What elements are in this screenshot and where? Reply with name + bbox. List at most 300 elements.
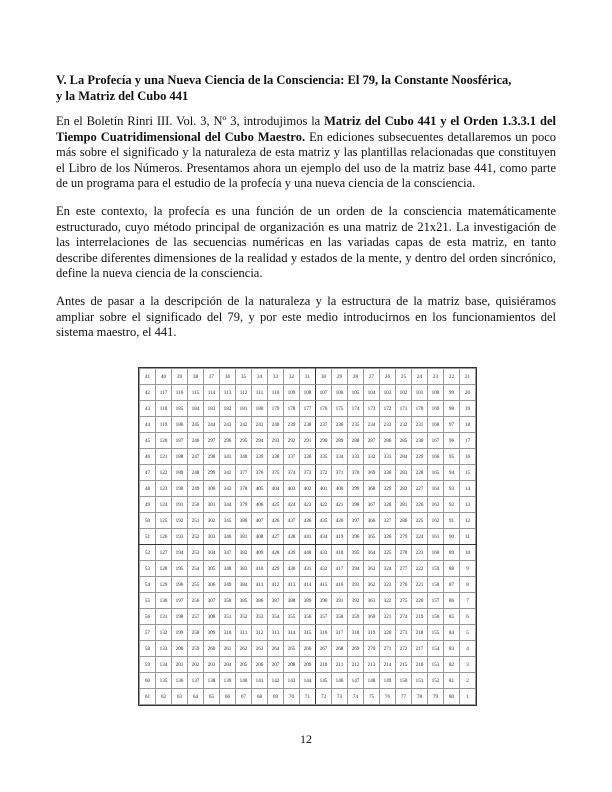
matrix-cell: 429	[268, 561, 284, 577]
matrix-cell: 409	[252, 545, 268, 561]
matrix-cell: 90	[444, 529, 460, 545]
matrix-cell: 290	[316, 433, 332, 449]
matrix-row	[140, 513, 476, 529]
matrix-cell: 19	[460, 401, 476, 417]
matrix-cell: 13	[460, 497, 476, 513]
matrix-cell: 404	[268, 481, 284, 497]
matrix-cell: 162	[428, 513, 444, 529]
matrix-cell: 301	[204, 497, 220, 513]
matrix-cell: 407	[252, 513, 268, 529]
matrix-cell: 281	[396, 497, 412, 513]
matrix-cell: 230	[412, 433, 428, 449]
matrix-row	[140, 641, 476, 657]
matrix-cell: 294	[252, 433, 268, 449]
matrix-cell: 308	[204, 609, 220, 625]
matrix-cell: 316	[316, 625, 332, 641]
matrix-cell: 155	[428, 625, 444, 641]
matrix-cell: 302	[204, 513, 220, 529]
matrix-cell: 22	[444, 369, 460, 385]
matrix-cell: 176	[316, 401, 332, 417]
matrix-cell: 307	[204, 593, 220, 609]
matrix-cell: 363	[364, 561, 380, 577]
matrix-cell: 313	[268, 625, 284, 641]
matrix-cell: 78	[412, 689, 428, 705]
matrix-cell: 257	[188, 609, 204, 625]
matrix-cell: 240	[268, 417, 284, 433]
matrix-cell: 88	[444, 561, 460, 577]
page-content	[56, 72, 556, 353]
matrix-cell: 260	[204, 641, 220, 657]
matrix-cell: 383	[236, 561, 252, 577]
matrix-cell: 397	[348, 513, 364, 529]
matrix-cell: 319	[364, 625, 380, 641]
matrix-cell: 325	[380, 545, 396, 561]
matrix-cell: 6	[460, 609, 476, 625]
matrix-cell: 413	[284, 577, 300, 593]
matrix-cell: 310	[220, 625, 236, 641]
matrix-cell: 87	[444, 577, 460, 593]
matrix-cell: 193	[172, 529, 188, 545]
matrix-cell: 82	[444, 657, 460, 673]
matrix-cell: 394	[348, 561, 364, 577]
matrix-cell: 408	[252, 529, 268, 545]
matrix-cell: 142	[268, 673, 284, 689]
matrix-cell: 165	[428, 465, 444, 481]
matrix-row	[140, 577, 476, 593]
matrix-cell: 20	[460, 385, 476, 401]
matrix-cell: 437	[284, 513, 300, 529]
matrix-cell: 107	[316, 385, 332, 401]
matrix-cell: 391	[332, 593, 348, 609]
matrix-cell: 295	[236, 433, 252, 449]
matrix-cell: 33	[268, 369, 284, 385]
matrix-cell: 417	[332, 561, 348, 577]
matrix-cell: 163	[428, 497, 444, 513]
matrix-cell: 31	[300, 369, 316, 385]
matrix-cell: 10	[460, 545, 476, 561]
matrix-cell: 208	[284, 657, 300, 673]
matrix-cell: 195	[172, 561, 188, 577]
matrix-cell: 323	[380, 577, 396, 593]
matrix-cell: 272	[396, 641, 412, 657]
matrix-cell: 97	[444, 417, 460, 433]
matrix-cell: 200	[172, 641, 188, 657]
matrix-cell: 17	[460, 433, 476, 449]
matrix-cell: 5	[460, 625, 476, 641]
matrix-cell: 344	[220, 497, 236, 513]
matrix-cell: 342	[220, 465, 236, 481]
matrix-cell: 382	[236, 545, 252, 561]
matrix-cell: 405	[252, 481, 268, 497]
matrix-cell: 36	[220, 369, 236, 385]
paragraph-3: Antes de pasar a la descripción de la naturaleza y la estructura de la matriz base, quisiéramos ampliar sobre el significado del 79, y por este medio introducirnos en los funcionamientos del sistema maestro, el 441.	[56, 293, 556, 340]
matrix-cell: 136	[172, 673, 188, 689]
matrix-cell: 194	[172, 545, 188, 561]
matrix-cell: 238	[300, 417, 316, 433]
matrix-cell: 435	[316, 513, 332, 529]
matrix-cell: 326	[380, 529, 396, 545]
matrix-cell: 89	[444, 545, 460, 561]
matrix-cell: 292	[284, 433, 300, 449]
matrix-row	[140, 369, 476, 385]
matrix-cell: 198	[172, 609, 188, 625]
matrix-cell: 58	[140, 641, 156, 657]
matrix-cell: 154	[428, 641, 444, 657]
matrix-cell: 415	[316, 577, 332, 593]
matrix-cell: 246	[188, 433, 204, 449]
matrix-cell: 171	[396, 401, 412, 417]
matrix-cell: 338	[268, 449, 284, 465]
matrix-cell: 132	[156, 625, 172, 641]
matrix-cell: 42	[140, 385, 156, 401]
matrix-cell: 54	[140, 577, 156, 593]
matrix-cell: 205	[236, 657, 252, 673]
matrix-cell: 21	[460, 369, 476, 385]
matrix-cell: 226	[412, 497, 428, 513]
matrix-cell: 73	[332, 689, 348, 705]
matrix-cell: 210	[316, 657, 332, 673]
matrix-cell: 243	[220, 417, 236, 433]
matrix-cell: 432	[316, 561, 332, 577]
matrix-cell: 211	[332, 657, 348, 673]
matrix-row	[140, 497, 476, 513]
matrix-cell: 166	[428, 449, 444, 465]
matrix-cell: 2	[460, 673, 476, 689]
matrix-cell: 187	[172, 433, 188, 449]
matrix-cell: 239	[284, 417, 300, 433]
matrix-cell: 131	[156, 609, 172, 625]
matrix-cell: 114	[204, 385, 220, 401]
matrix-cell: 336	[300, 449, 316, 465]
matrix-cell: 225	[412, 513, 428, 529]
matrix-cell: 231	[412, 417, 428, 433]
matrix-cell: 395	[348, 545, 364, 561]
matrix-cell: 221	[412, 577, 428, 593]
matrix-row	[140, 657, 476, 673]
matrix-cell: 318	[348, 625, 364, 641]
matrix-cell: 352	[236, 609, 252, 625]
matrix-cell: 144	[300, 673, 316, 689]
matrix-cell: 111	[252, 385, 268, 401]
matrix-cell: 159	[428, 561, 444, 577]
matrix-cell: 103	[380, 385, 396, 401]
matrix-cell: 296	[220, 433, 236, 449]
matrix-cell: 67	[236, 689, 252, 705]
heading-line-2: y la Matriz del Cubo 441	[56, 89, 189, 103]
matrix-cell: 23	[428, 369, 444, 385]
matrix-cell: 368	[364, 481, 380, 497]
matrix-cell: 149	[380, 673, 396, 689]
matrix-cell: 380	[236, 513, 252, 529]
matrix-cell: 169	[428, 401, 444, 417]
matrix-cell: 196	[172, 577, 188, 593]
matrix-cell: 178	[284, 401, 300, 417]
matrix-cell: 286	[380, 433, 396, 449]
matrix-cell: 351	[220, 609, 236, 625]
matrix-cell: 223	[412, 545, 428, 561]
matrix-cell: 436	[300, 513, 316, 529]
matrix-cell: 229	[412, 449, 428, 465]
matrix-cell: 358	[332, 609, 348, 625]
matrix-cell: 192	[172, 513, 188, 529]
matrix-cell: 369	[364, 465, 380, 481]
matrix-cell: 183	[204, 401, 220, 417]
matrix-cell: 123	[156, 481, 172, 497]
matrix-cell: 387	[268, 593, 284, 609]
matrix-cell: 26	[380, 369, 396, 385]
matrix-cell: 284	[396, 449, 412, 465]
matrix-cell: 184	[188, 401, 204, 417]
matrix-row	[140, 417, 476, 433]
matrix-cell: 346	[220, 529, 236, 545]
matrix-cell: 39	[172, 369, 188, 385]
matrix-cell: 355	[284, 609, 300, 625]
matrix-cell: 247	[188, 449, 204, 465]
matrix-cell: 72	[316, 689, 332, 705]
matrix-cell: 422	[316, 497, 332, 513]
matrix-cell: 150	[396, 673, 412, 689]
matrix-cell: 350	[220, 593, 236, 609]
matrix-cell: 305	[204, 561, 220, 577]
matrix-cell: 256	[188, 593, 204, 609]
matrix-cell: 398	[348, 497, 364, 513]
matrix-cell: 133	[156, 641, 172, 657]
matrix-cell: 65	[204, 689, 220, 705]
matrix-cell: 57	[140, 625, 156, 641]
matrix-cell: 108	[300, 385, 316, 401]
matrix-cell: 384	[236, 577, 252, 593]
matrix-cell: 98	[444, 401, 460, 417]
matrix-cell: 56	[140, 609, 156, 625]
matrix-cell: 214	[380, 657, 396, 673]
matrix-cell: 385	[236, 593, 252, 609]
matrix-cell: 425	[268, 497, 284, 513]
matrix-cell: 101	[412, 385, 428, 401]
matrix-cell: 420	[332, 513, 348, 529]
matrix-cell: 253	[188, 545, 204, 561]
matrix-cell: 242	[236, 417, 252, 433]
matrix-cell: 237	[316, 417, 332, 433]
matrix-cell: 85	[444, 609, 460, 625]
paragraph-2: En este contexto, la profecía es una función de un orden de la consciencia matemáticamente estructurado, cuyo método principal de organización es una matriz de 21x21. La investigación de las interrelaciones de las secuencias numéricas en las variadas capas de esta matriz, en tanto describe diferentes dimensiones de la realidad y estados de la mente, y dentro del orden sincrónico, define la nueva ciencia de la consciencia.	[56, 203, 556, 281]
matrix-cell: 147	[348, 673, 364, 689]
matrix-cell: 96	[444, 433, 460, 449]
matrix-cell: 129	[156, 577, 172, 593]
matrix-cell: 303	[204, 529, 220, 545]
matrix-cell: 151	[412, 673, 428, 689]
matrix-cell: 329	[380, 481, 396, 497]
matrix-cell: 334	[332, 449, 348, 465]
matrix-cell: 189	[172, 465, 188, 481]
matrix-cell: 373	[300, 465, 316, 481]
matrix-row	[140, 561, 476, 577]
matrix-cell: 86	[444, 593, 460, 609]
matrix-cell: 216	[412, 657, 428, 673]
matrix-cell: 104	[364, 385, 380, 401]
matrix-cell: 320	[380, 625, 396, 641]
matrix-cell: 164	[428, 481, 444, 497]
matrix-cell: 345	[220, 513, 236, 529]
matrix-cell: 219	[412, 609, 428, 625]
matrix-cell: 339	[252, 449, 268, 465]
matrix-row	[140, 385, 476, 401]
matrix-cell: 250	[188, 497, 204, 513]
matrix-cell: 28	[348, 369, 364, 385]
matrix-cell: 418	[332, 545, 348, 561]
matrix-cell: 270	[364, 641, 380, 657]
matrix-cell: 139	[220, 673, 236, 689]
matrix-cell: 81	[444, 673, 460, 689]
matrix-cell: 327	[380, 513, 396, 529]
matrix-cell: 280	[396, 513, 412, 529]
matrix-cell: 309	[204, 625, 220, 641]
matrix-cell: 282	[396, 481, 412, 497]
matrix-cell: 175	[332, 401, 348, 417]
matrix-cell: 419	[332, 529, 348, 545]
matrix-cell: 215	[396, 657, 412, 673]
matrix-cell: 76	[380, 689, 396, 705]
matrix-cell: 186	[172, 417, 188, 433]
matrix-cell: 377	[236, 465, 252, 481]
matrix-cell: 254	[188, 561, 204, 577]
matrix-cell: 27	[364, 369, 380, 385]
matrix-cell: 43	[140, 401, 156, 417]
matrix-cell: 40	[156, 369, 172, 385]
matrix-cell: 388	[284, 593, 300, 609]
matrix-cell: 218	[412, 625, 428, 641]
matrix-cell: 109	[284, 385, 300, 401]
matrix-cell: 403	[284, 481, 300, 497]
matrix-row	[140, 465, 476, 481]
matrix-cell: 269	[348, 641, 364, 657]
matrix-cell: 317	[332, 625, 348, 641]
matrix-cell: 228	[412, 465, 428, 481]
matrix-cell: 35	[236, 369, 252, 385]
matrix-row	[140, 481, 476, 497]
matrix-cell: 125	[156, 513, 172, 529]
matrix-cell: 34	[252, 369, 268, 385]
matrix-cell: 264	[268, 641, 284, 657]
matrix-cell: 153	[428, 657, 444, 673]
matrix-cell: 206	[252, 657, 268, 673]
matrix-cell: 265	[284, 641, 300, 657]
matrix-cell: 29	[332, 369, 348, 385]
matrix-cell: 262	[236, 641, 252, 657]
matrix-cell: 349	[220, 577, 236, 593]
matrix-cell: 255	[188, 577, 204, 593]
matrix-cell: 202	[188, 657, 204, 673]
matrix-cell: 283	[396, 465, 412, 481]
matrix-cell: 1	[460, 689, 476, 705]
matrix-cell: 300	[204, 481, 220, 497]
matrix-cell: 392	[348, 593, 364, 609]
matrix-cell: 311	[236, 625, 252, 641]
matrix-cell: 68	[252, 689, 268, 705]
matrix-cell: 427	[268, 529, 284, 545]
matrix-cell: 396	[348, 529, 364, 545]
matrix-cell: 77	[396, 689, 412, 705]
matrix-cell: 188	[172, 449, 188, 465]
matrix-cell: 135	[156, 673, 172, 689]
matrix-cell: 426	[268, 513, 284, 529]
matrix-cell: 399	[348, 481, 364, 497]
matrix-cell: 80	[444, 689, 460, 705]
matrix-cell: 367	[364, 497, 380, 513]
matrix-cell: 390	[316, 593, 332, 609]
matrix-cell: 371	[332, 465, 348, 481]
matrix-cell: 130	[156, 593, 172, 609]
matrix-cell: 122	[156, 465, 172, 481]
matrix-cell: 249	[188, 481, 204, 497]
matrix-row	[140, 625, 476, 641]
matrix-cell: 438	[284, 529, 300, 545]
matrix-cell: 64	[188, 689, 204, 705]
matrix-cell: 328	[380, 497, 396, 513]
matrix-cell: 365	[364, 529, 380, 545]
matrix-cell: 337	[284, 449, 300, 465]
matrix-cell: 386	[252, 593, 268, 609]
matrix-cell: 127	[156, 545, 172, 561]
matrix-cell: 71	[300, 689, 316, 705]
matrix-cell: 248	[188, 465, 204, 481]
heading-line-1: V. La Profecía y una Nueva Ciencia de la Consciencia: El 79, la Constante Noosférica,	[56, 73, 512, 87]
matrix-cell: 356	[300, 609, 316, 625]
matrix-cell: 8	[460, 577, 476, 593]
matrix-cell: 157	[428, 593, 444, 609]
matrix-cell: 220	[412, 593, 428, 609]
matrix-cell: 412	[268, 577, 284, 593]
matrix-cell: 393	[348, 577, 364, 593]
matrix-cell: 287	[364, 433, 380, 449]
matrix-cell: 362	[364, 577, 380, 593]
matrix-cell: 236	[332, 417, 348, 433]
matrix-cell: 47	[140, 465, 156, 481]
matrix-cell: 252	[188, 529, 204, 545]
paragraph-1-text-a: En el Boletín Rinri III. Vol. 3, Nº 3, introdujimos la	[56, 114, 325, 128]
matrix-cell: 259	[188, 641, 204, 657]
matrix-cell: 172	[380, 401, 396, 417]
matrix-row	[140, 433, 476, 449]
matrix-cell: 375	[268, 465, 284, 481]
matrix-cell: 18	[460, 417, 476, 433]
matrix-cell: 331	[380, 449, 396, 465]
matrix-cell: 143	[284, 673, 300, 689]
matrix-cell: 357	[316, 609, 332, 625]
matrix-cell: 278	[396, 545, 412, 561]
matrix-cell: 199	[172, 625, 188, 641]
matrix-cell: 69	[268, 689, 284, 705]
matrix-cell: 347	[220, 545, 236, 561]
matrix-cell: 145	[316, 673, 332, 689]
matrix-cell: 46	[140, 449, 156, 465]
matrix-cell: 9	[460, 561, 476, 577]
matrix-cell: 60	[140, 673, 156, 689]
matrix-cell: 168	[428, 417, 444, 433]
matrix-cell: 7	[460, 593, 476, 609]
matrix-cell: 62	[156, 689, 172, 705]
matrix-cell: 14	[460, 481, 476, 497]
matrix-cell: 152	[428, 673, 444, 689]
matrix-cell: 289	[332, 433, 348, 449]
matrix-row	[140, 529, 476, 545]
matrix-cell: 297	[204, 433, 220, 449]
matrix-cell: 95	[444, 449, 460, 465]
matrix-cell: 3	[460, 657, 476, 673]
matrix-row	[140, 593, 476, 609]
matrix-row	[140, 673, 476, 689]
matrix-cell: 177	[300, 401, 316, 417]
matrix-cell: 102	[396, 385, 412, 401]
